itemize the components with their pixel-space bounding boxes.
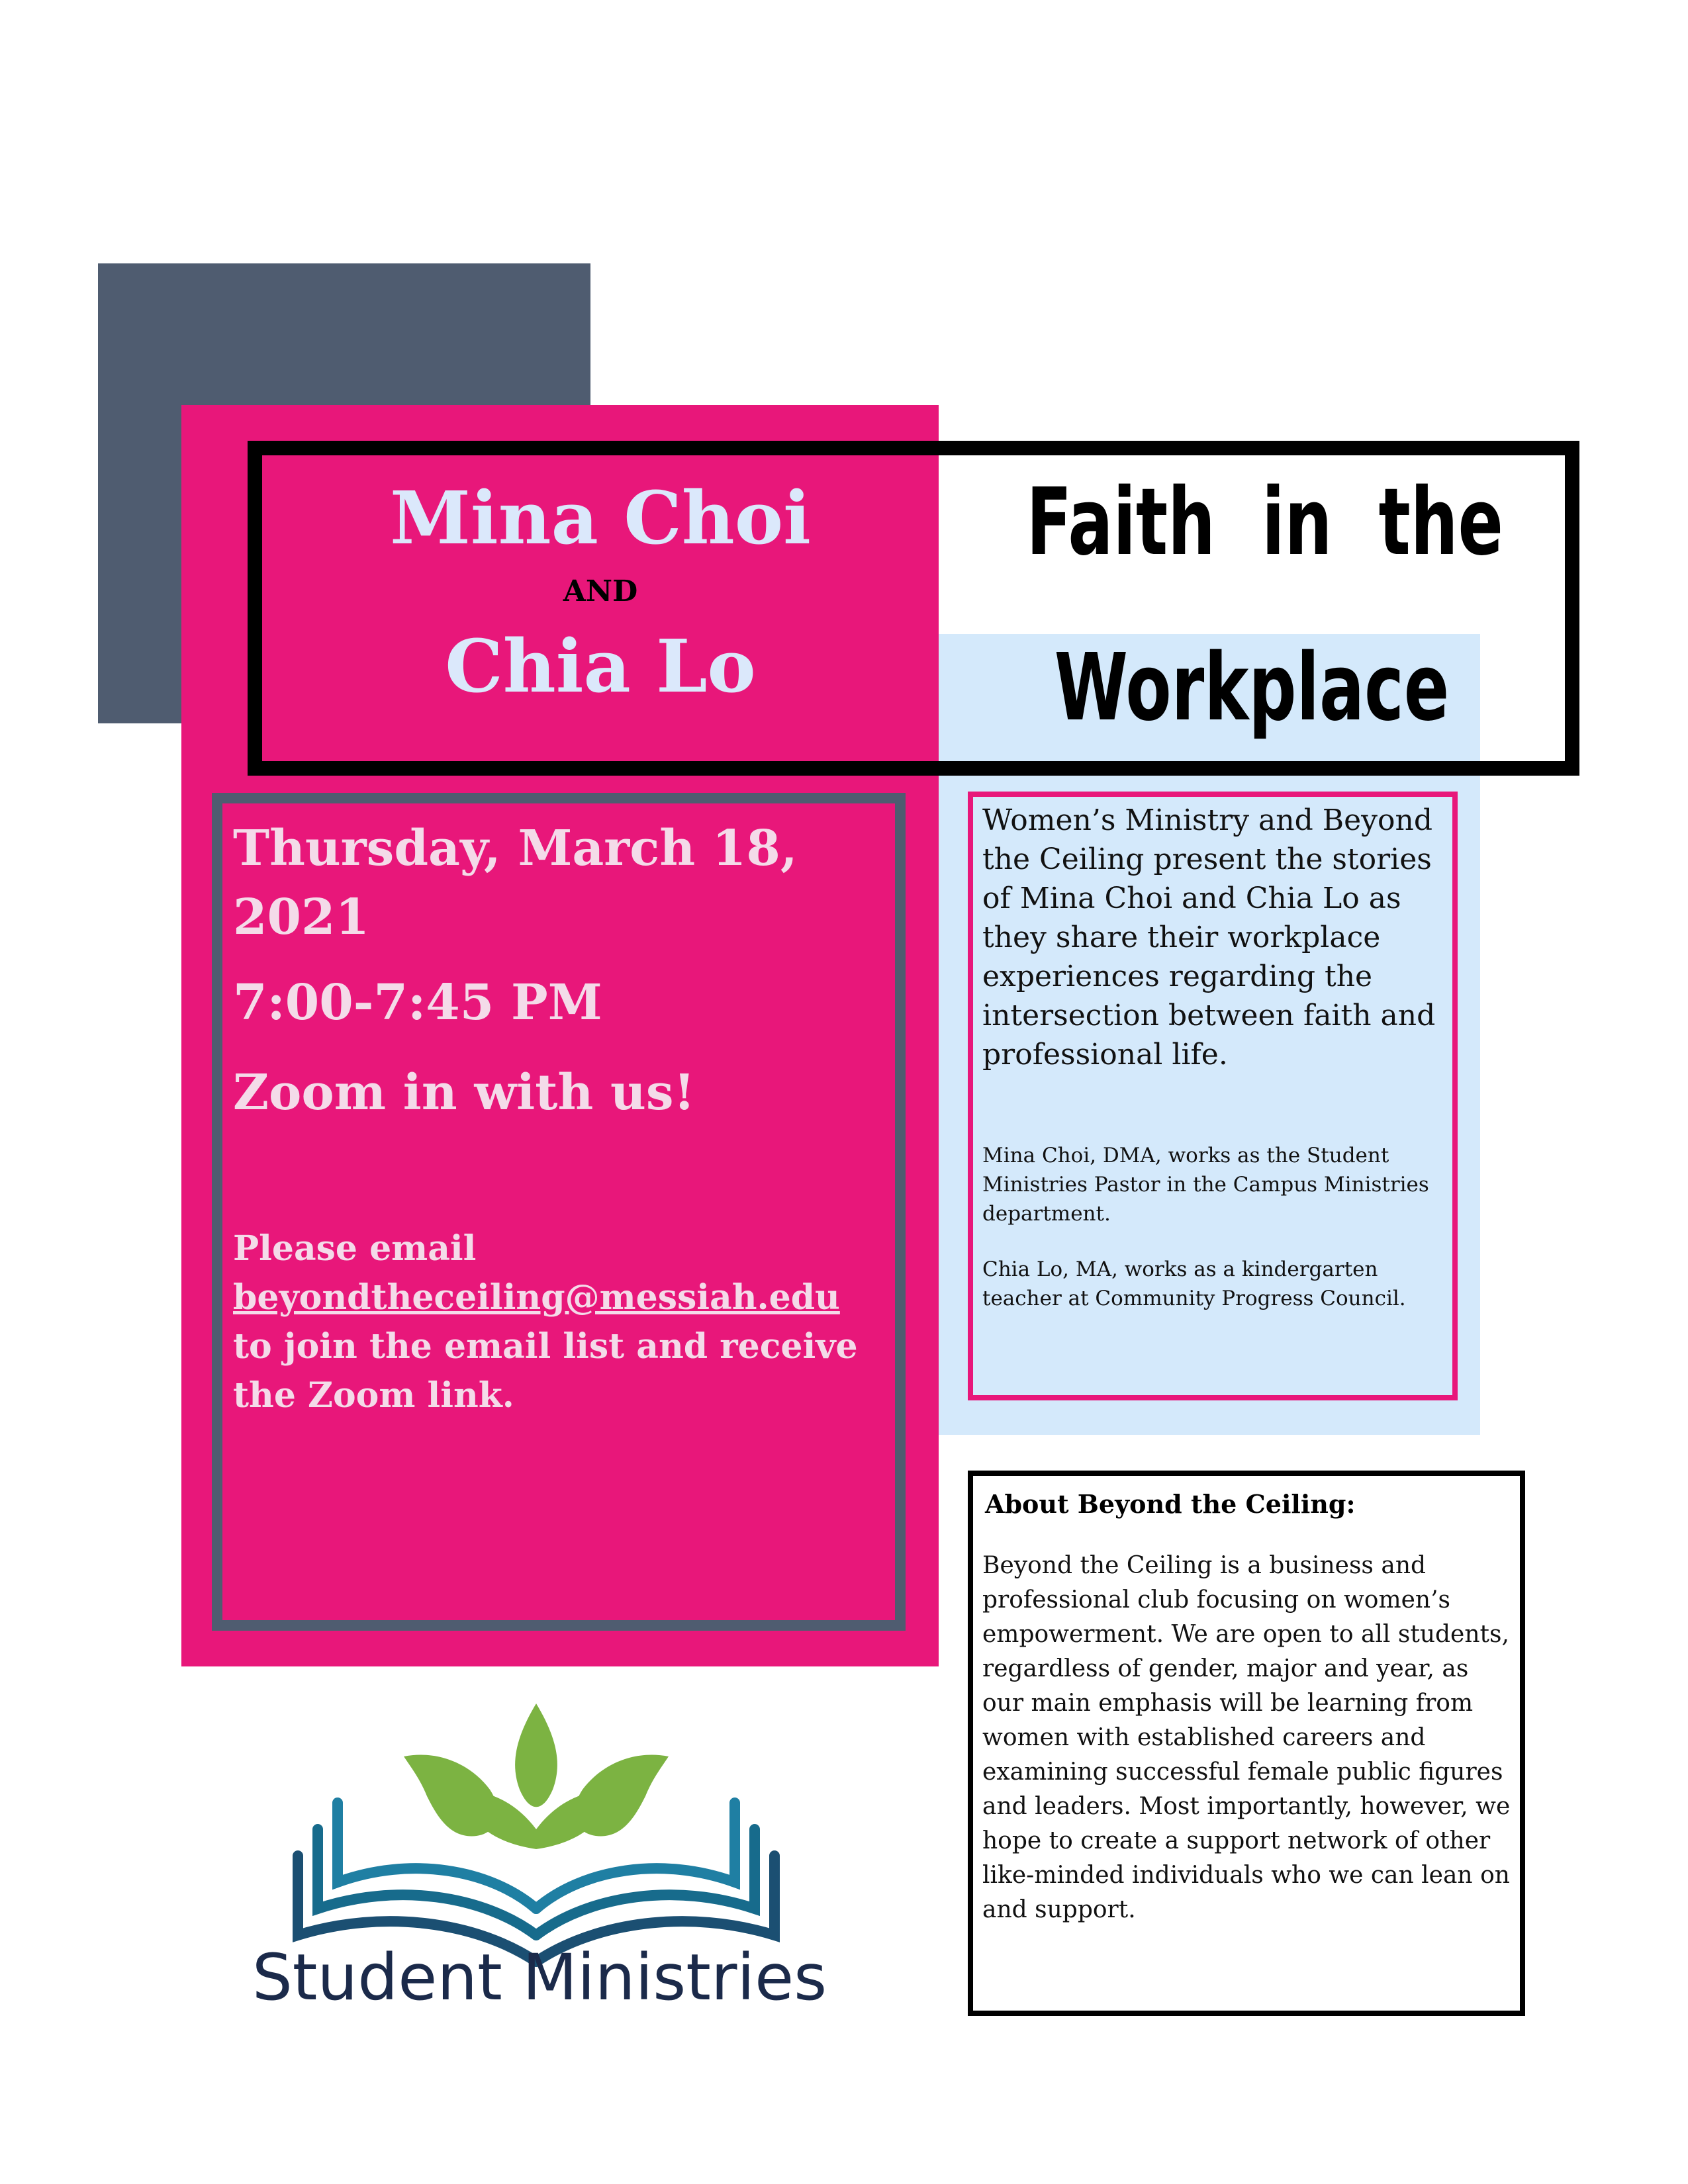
about-heading: About Beyond the Ceiling: bbox=[985, 1489, 1356, 1519]
event-call-to-action: Zoom in with us! bbox=[233, 1064, 695, 1121]
headline-line-2: Workplace bbox=[1054, 634, 1450, 742]
description-intro: Women’s Ministry and Beyond the Ceiling present the stories of Mina Choi and Chia Lo as they share their workplace experiences regarding the intersection between faith and professional life. bbox=[982, 803, 1436, 1071]
email-instructions bbox=[233, 1224, 895, 1420]
speaker-name-1: Mina Choi bbox=[390, 475, 811, 561]
event-time: 7:00-7:45 PM bbox=[233, 974, 602, 1031]
speaker-name-2: Chia Lo bbox=[445, 623, 756, 709]
speaker-bio-2: Chia Lo, MA, works as a kindergarten teacher at Community Progress Council. bbox=[982, 1257, 1406, 1310]
logo-text: Student Ministries bbox=[252, 1940, 827, 2015]
email-prefix: Please email bbox=[233, 1228, 477, 1269]
about-body: Beyond the Ceiling is a business and professional club focusing on women’s empowerment. We are open to all students, regardless of gender, major and year, as our main emphasis will be learning from women with established careers and examining successful female public figures and leaders. Most importantly, however, we hope to create a support network of other like-minded individuals who we can lean on and support. bbox=[982, 1552, 1511, 1923]
event-date: Thursday, March 18, 2021 bbox=[233, 820, 798, 946]
email-link[interactable]: beyondtheceiling@messiah.edu bbox=[233, 1277, 840, 1318]
headline-line-1: Faith in the bbox=[1026, 469, 1503, 576]
speaker-bio-1: Mina Choi, DMA, works as the Student Ministries Pastor in the Campus Ministries department. bbox=[982, 1144, 1429, 1226]
email-suffix: to join the email list and receive the Zoom link. bbox=[233, 1326, 858, 1416]
conjunction-label: AND bbox=[563, 574, 638, 608]
